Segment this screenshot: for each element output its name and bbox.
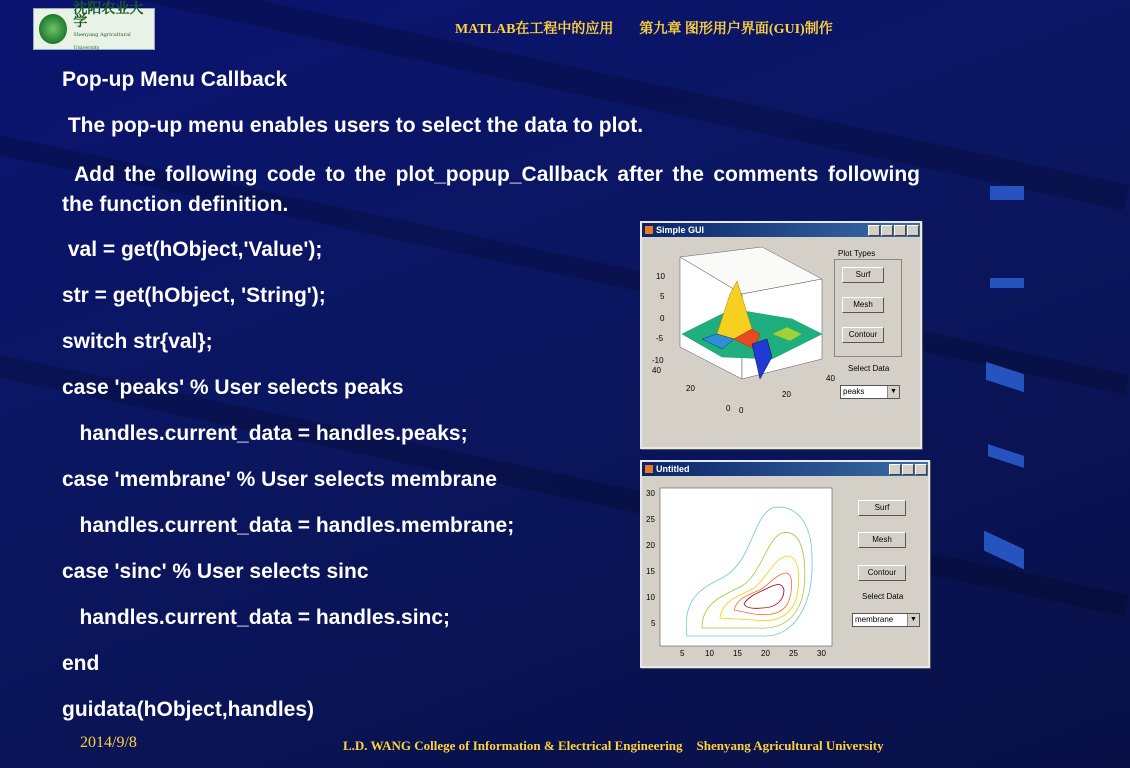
x-tick: 5 <box>680 649 685 658</box>
matlab-icon <box>645 465 653 473</box>
z-tick: -5 <box>656 334 664 343</box>
minimize-button[interactable] <box>889 464 901 475</box>
x-tick: 20 <box>761 649 770 658</box>
window-title: Simple GUI <box>656 225 705 235</box>
instruction-paragraph <box>62 160 920 220</box>
code-line: guidata(hObject,handles) <box>62 698 315 721</box>
mesh-button[interactable]: Mesh <box>858 532 906 548</box>
contour-button[interactable]: Contour <box>858 565 906 581</box>
logo-text-english: Shenyang Agricultural University <box>73 32 131 51</box>
dropdown-arrow-icon: ▼ <box>887 386 899 398</box>
z-tick: -10 <box>652 356 664 365</box>
y-tick: 30 <box>646 489 655 498</box>
surface-plot <box>642 239 835 429</box>
z-tick: 5 <box>660 292 665 301</box>
contour-plot <box>642 478 838 664</box>
select-data-popup[interactable] <box>852 613 920 627</box>
close-button[interactable] <box>915 464 927 475</box>
contour-button[interactable]: Contour <box>842 327 884 343</box>
select-data-popup[interactable] <box>840 385 900 399</box>
maximize-button[interactable] <box>902 464 914 475</box>
x-tick: 25 <box>789 649 798 658</box>
dock-button[interactable] <box>868 225 880 236</box>
close-button[interactable] <box>907 225 919 236</box>
background-accent <box>984 531 1024 570</box>
code-line: case 'peaks' % User selects peaks <box>62 376 404 399</box>
background-accent <box>988 444 1024 468</box>
y-tick: 5 <box>651 619 656 628</box>
y-tick: 15 <box>646 567 655 576</box>
logo-text-chinese: 沈阳农业大学 <box>73 1 144 30</box>
x-tick: 30 <box>817 649 826 658</box>
chapter-title: 第九章 图形用户界面(GUI)制作 <box>639 22 833 37</box>
x-tick: 20 <box>782 390 791 399</box>
x-tick: 10 <box>705 649 714 658</box>
select-data-value: membrane <box>855 615 894 624</box>
code-line: switch str{val}; <box>62 330 213 353</box>
untitled-gui-window <box>640 460 930 668</box>
background-accent <box>990 278 1024 288</box>
code-line: val = get(hObject,'Value'); <box>62 238 323 261</box>
code-line: handles.current_data = handles.membrane; <box>62 514 515 537</box>
mesh-button[interactable]: Mesh <box>842 297 884 313</box>
y-tick: 10 <box>646 593 655 602</box>
y-tick: 20 <box>686 384 695 393</box>
x-tick: 15 <box>733 649 742 658</box>
intro-text <box>62 114 643 138</box>
window-titlebar <box>642 223 920 237</box>
x-tick: 0 <box>739 406 744 415</box>
slide-header <box>455 18 833 38</box>
code-line: handles.current_data = handles.sinc; <box>62 606 451 629</box>
minimize-button[interactable] <box>881 225 893 236</box>
simple-gui-window <box>640 221 922 449</box>
code-line: case 'sinc' % User selects sinc <box>62 560 369 583</box>
credit-author: L.D. WANG College of Information & Electrical Engineering <box>343 738 683 753</box>
course-title: MATLAB在工程中的应用 <box>455 22 614 37</box>
code-line: end <box>62 652 100 675</box>
matlab-icon <box>645 226 653 234</box>
y-tick: 20 <box>646 541 655 550</box>
logo-emblem <box>39 14 67 44</box>
plot-types-label: Plot Types <box>838 249 876 258</box>
z-tick: 0 <box>660 314 665 323</box>
y-tick: 25 <box>646 515 655 524</box>
code-line: case 'membrane' % User selects membrane <box>62 468 497 491</box>
window-titlebar <box>642 462 928 476</box>
x-tick: 40 <box>826 374 835 383</box>
select-data-label: Select Data <box>862 592 904 601</box>
y-tick: 0 <box>726 404 731 413</box>
slide-credit <box>343 738 884 754</box>
slide-heading: Pop-up Menu Callback <box>62 68 288 91</box>
y-tick: 40 <box>652 366 661 375</box>
z-tick: 10 <box>656 272 665 281</box>
code-line: str = get(hObject, 'String'); <box>62 284 326 307</box>
surf-button[interactable]: Surf <box>842 267 884 283</box>
maximize-button[interactable] <box>894 225 906 236</box>
dropdown-arrow-icon: ▼ <box>907 614 919 626</box>
select-data-value: peaks <box>843 387 865 396</box>
background-accent <box>990 186 1024 200</box>
intro-text-content: The pop-up menu enables users to select the data to plot. <box>67 114 644 137</box>
surf-button[interactable]: Surf <box>858 500 906 516</box>
code-line: handles.current_data = handles.peaks; <box>62 422 468 445</box>
slide-date: 2014/9/8 <box>80 734 137 751</box>
university-logo <box>33 1 155 51</box>
credit-university: Shenyang Agricultural University <box>696 738 884 753</box>
select-data-label: Select Data <box>848 364 890 373</box>
window-title: Untitled <box>656 464 690 474</box>
instruction-paragraph-text: Add the following code to the plot_popup_Callback after the comments following the function definition. <box>62 163 920 216</box>
